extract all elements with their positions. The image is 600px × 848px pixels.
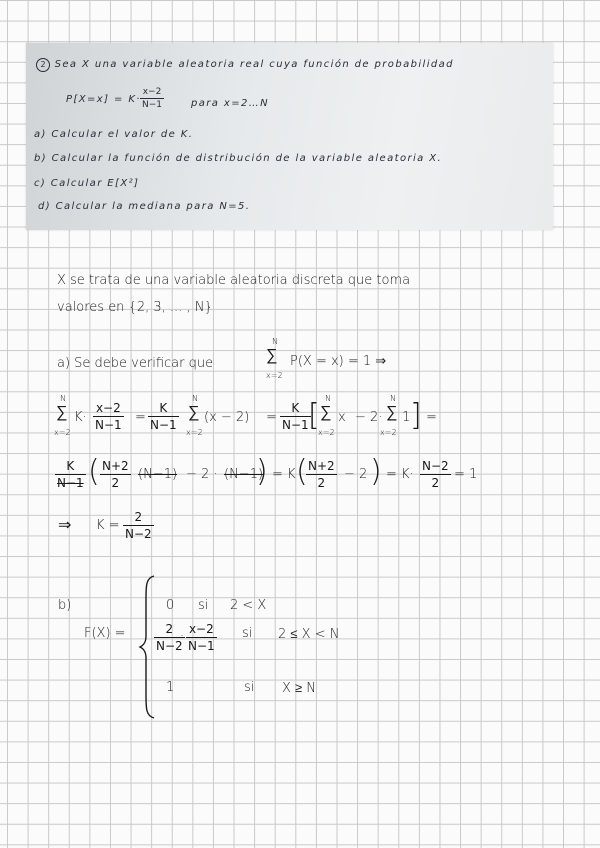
l2-b-sum2-symbol: ∑ — [386, 402, 398, 421]
case3-cond: X ≥ N — [282, 681, 317, 696]
sum-body: P(X = x) = 1 ⇒ — [290, 354, 387, 369]
l2-sum-bottom: x=2 — [54, 428, 71, 437]
l2-minus: − 2· — [355, 410, 383, 425]
l2-sum2-top: N — [192, 394, 198, 403]
l3-minus2: − 2 — [344, 467, 368, 482]
l2-eq3: = — [426, 410, 437, 425]
problem-item-b: b) Calcular la función de distribución de la variable aleatoria X. — [34, 153, 443, 164]
problem-item-d: d) Calcular la mediana para N=5. — [38, 201, 251, 212]
case3-value: 1 — [166, 680, 175, 695]
l2-frac3: K N−1 — [282, 401, 309, 432]
case3-si: si — [244, 680, 255, 695]
sum-bottom: x=2 — [266, 371, 283, 380]
pmf-fraction: x−2 N−1 — [142, 87, 162, 110]
l2-sum-top: N — [60, 394, 66, 403]
l2-b-sum1-symbol: ∑ — [320, 402, 332, 421]
l3-eq2: = K· — [386, 467, 414, 482]
l2-frac2: K N−1 — [150, 401, 177, 432]
part-b-label: b) — [58, 598, 72, 613]
case2-dot: · — [180, 629, 185, 644]
l3-eq3: = 1 — [454, 467, 478, 482]
l2-sum-symbol: ∑ — [56, 402, 68, 421]
problem-number-circle: 2 — [36, 58, 50, 72]
l2-b-sum1-top: N — [325, 394, 331, 403]
l3-eq1: = K — [272, 467, 296, 482]
case2-frac2: x−2 N−1 — [188, 622, 215, 653]
problem-photo — [26, 43, 553, 230]
l3-frac-g: N+2 2 — [102, 459, 129, 490]
l2-k: K· — [74, 410, 87, 425]
l3-strike2: (N−1) — [224, 467, 264, 482]
l3-minus: − 2 · — [186, 467, 218, 482]
case2-cond: 2 ≤ X < N — [278, 627, 340, 642]
l2-b-sum2-top: N — [390, 394, 396, 403]
case2-frac1: 2 N−2 — [156, 622, 183, 653]
l2-eq1: = — [135, 410, 146, 425]
problem-item-c: c) Calcular E[X²] — [34, 178, 140, 189]
intro-line-2: valores en {2, 3, ... , N} — [57, 300, 213, 315]
intro-line-1: X se trata de una variable aleatoria discreta que toma — [57, 273, 411, 288]
l2-close-bracket: ] — [410, 398, 422, 433]
l3-open-paren2: ( — [296, 454, 308, 489]
l3-strike1: (N−1) — [138, 467, 178, 482]
pmf-domain: para x=2…N — [191, 98, 270, 109]
l2-sum2-symbol: ∑ — [188, 402, 200, 421]
l3-frac-i: N−2 2 — [422, 459, 449, 490]
l2-sum2-bottom: x=2 — [186, 428, 203, 437]
F-lhs: F(X) = — [84, 626, 126, 641]
case1-value: 0 — [166, 598, 175, 613]
case2-si: si — [242, 626, 253, 641]
l2-b-sum1-bottom: x=2 — [318, 428, 335, 437]
l3-close-paren: ) — [256, 454, 268, 489]
sum-symbol: ∑ — [266, 345, 278, 364]
case1-cond: 2 < X — [230, 598, 267, 613]
part-a-label: a) Se debe verificar que — [57, 356, 214, 371]
result-lhs: K = — [96, 518, 120, 533]
l2-b-sum2-bottom: x=2 — [380, 428, 397, 437]
l2-sum2-body: (x − 2) — [204, 410, 250, 425]
sum-top: N — [272, 337, 278, 346]
l2-b-body1: x — [338, 410, 346, 425]
l3-frac-h: N+2 2 — [308, 459, 335, 490]
l3-close-paren2: ) — [370, 454, 382, 489]
problem-statement: 2 Sea X una variable aleatoria real cuya función de probabilidad — [36, 58, 454, 72]
problem-item-a: a) Calcular el valor de K. — [34, 129, 194, 140]
l3-frac-k: K N−1 — [57, 459, 84, 490]
l2-b-body2: 1 — [402, 410, 411, 425]
result-arrow: ⇒ — [58, 515, 72, 534]
l2-frac1: x−2 N−1 — [95, 401, 122, 432]
result-fraction: 2 N−2 — [125, 510, 152, 541]
case1-si: si — [198, 598, 209, 613]
l2-open-bracket: [ — [308, 398, 320, 433]
pmf-lhs: P[X=x] = K· — [66, 94, 141, 105]
l2-eq2: = — [266, 410, 277, 425]
l3-open-paren: ( — [88, 454, 100, 489]
